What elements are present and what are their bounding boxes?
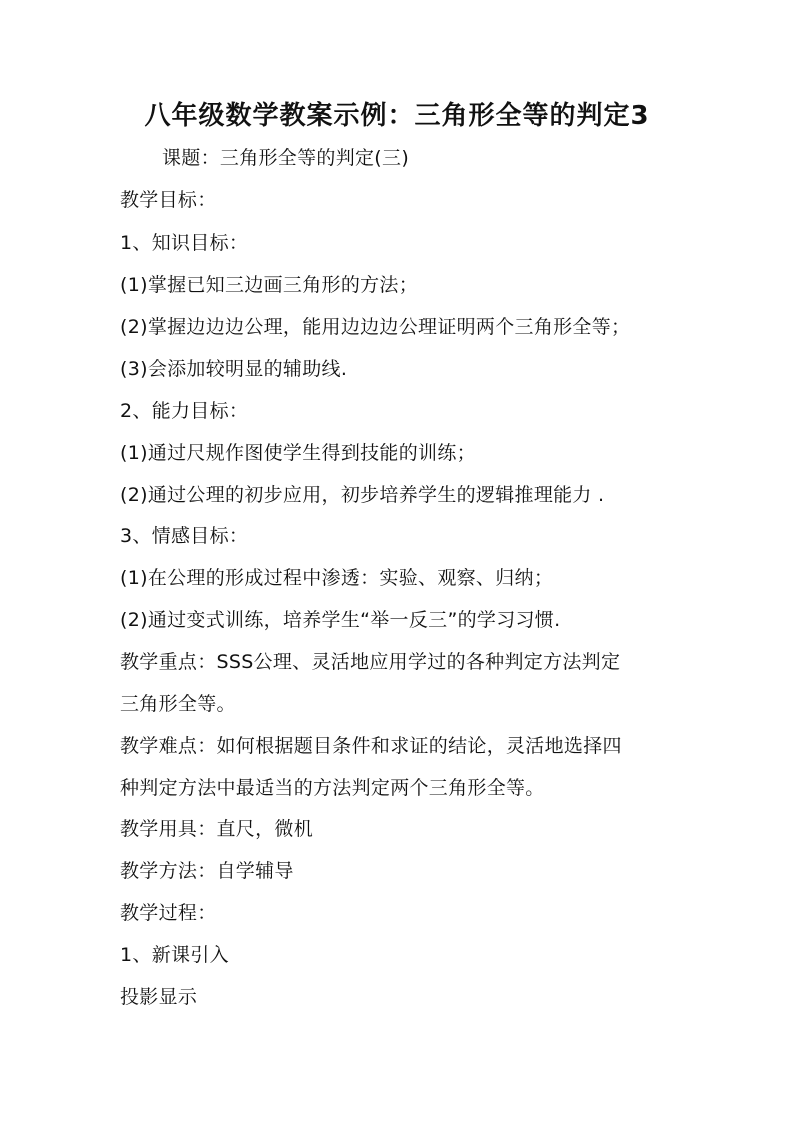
- ability-goal-1: (1)通过尺规作图使学生得到技能的训练；: [120, 442, 476, 464]
- knowledge-goal-2: (2)掌握边边边公理，能用边边边公理证明两个三角形全等；: [120, 316, 631, 338]
- lesson-topic-line: 课题：三角形全等的判定(三): [162, 147, 410, 169]
- ability-goals-heading: 2、能力目标：: [120, 400, 249, 422]
- ability-goal-2: (2)通过公理的初步应用，初步培养学生的逻辑推理能力 .: [120, 484, 605, 506]
- key-points-line-2: 三角形全等。: [120, 693, 236, 715]
- teaching-goals-heading: 教学目标：: [120, 189, 217, 211]
- key-points-line-1: 教学重点：SSS公理、灵活地应用学过的各种判定方法判定: [120, 651, 621, 673]
- emotion-goal-2: (2)通过变式训练，培养学生“举一反三”的学习习惯.: [120, 609, 561, 631]
- document-title: 八年级数学教案示例：三角形全等的判定3: [144, 101, 650, 131]
- projection-display-line: 投影显示: [120, 986, 198, 1008]
- new-lesson-intro-heading: 1、新课引入: [120, 944, 229, 966]
- knowledge-goals-heading: 1、知识目标：: [120, 232, 249, 254]
- teaching-process-heading: 教学过程：: [120, 902, 217, 924]
- teaching-tools-line: 教学用具：直尺，微机: [120, 818, 314, 840]
- difficulty-line-1: 教学难点：如何根据题目条件和求证的结论，灵活地选择四: [120, 735, 622, 757]
- emotion-goal-1: (1)在公理的形成过程中渗透：实验、观察、归纳；: [120, 567, 554, 589]
- teaching-method-line: 教学方法：自学辅导: [120, 860, 294, 882]
- knowledge-goal-3: (3)会添加较明显的辅助线.: [120, 358, 348, 380]
- emotion-goals-heading: 3、情感目标：: [120, 525, 249, 547]
- knowledge-goal-1: (1)掌握已知三边画三角形的方法；: [120, 274, 419, 296]
- difficulty-line-2: 种判定方法中最适当的方法判定两个三角形全等。: [120, 777, 545, 799]
